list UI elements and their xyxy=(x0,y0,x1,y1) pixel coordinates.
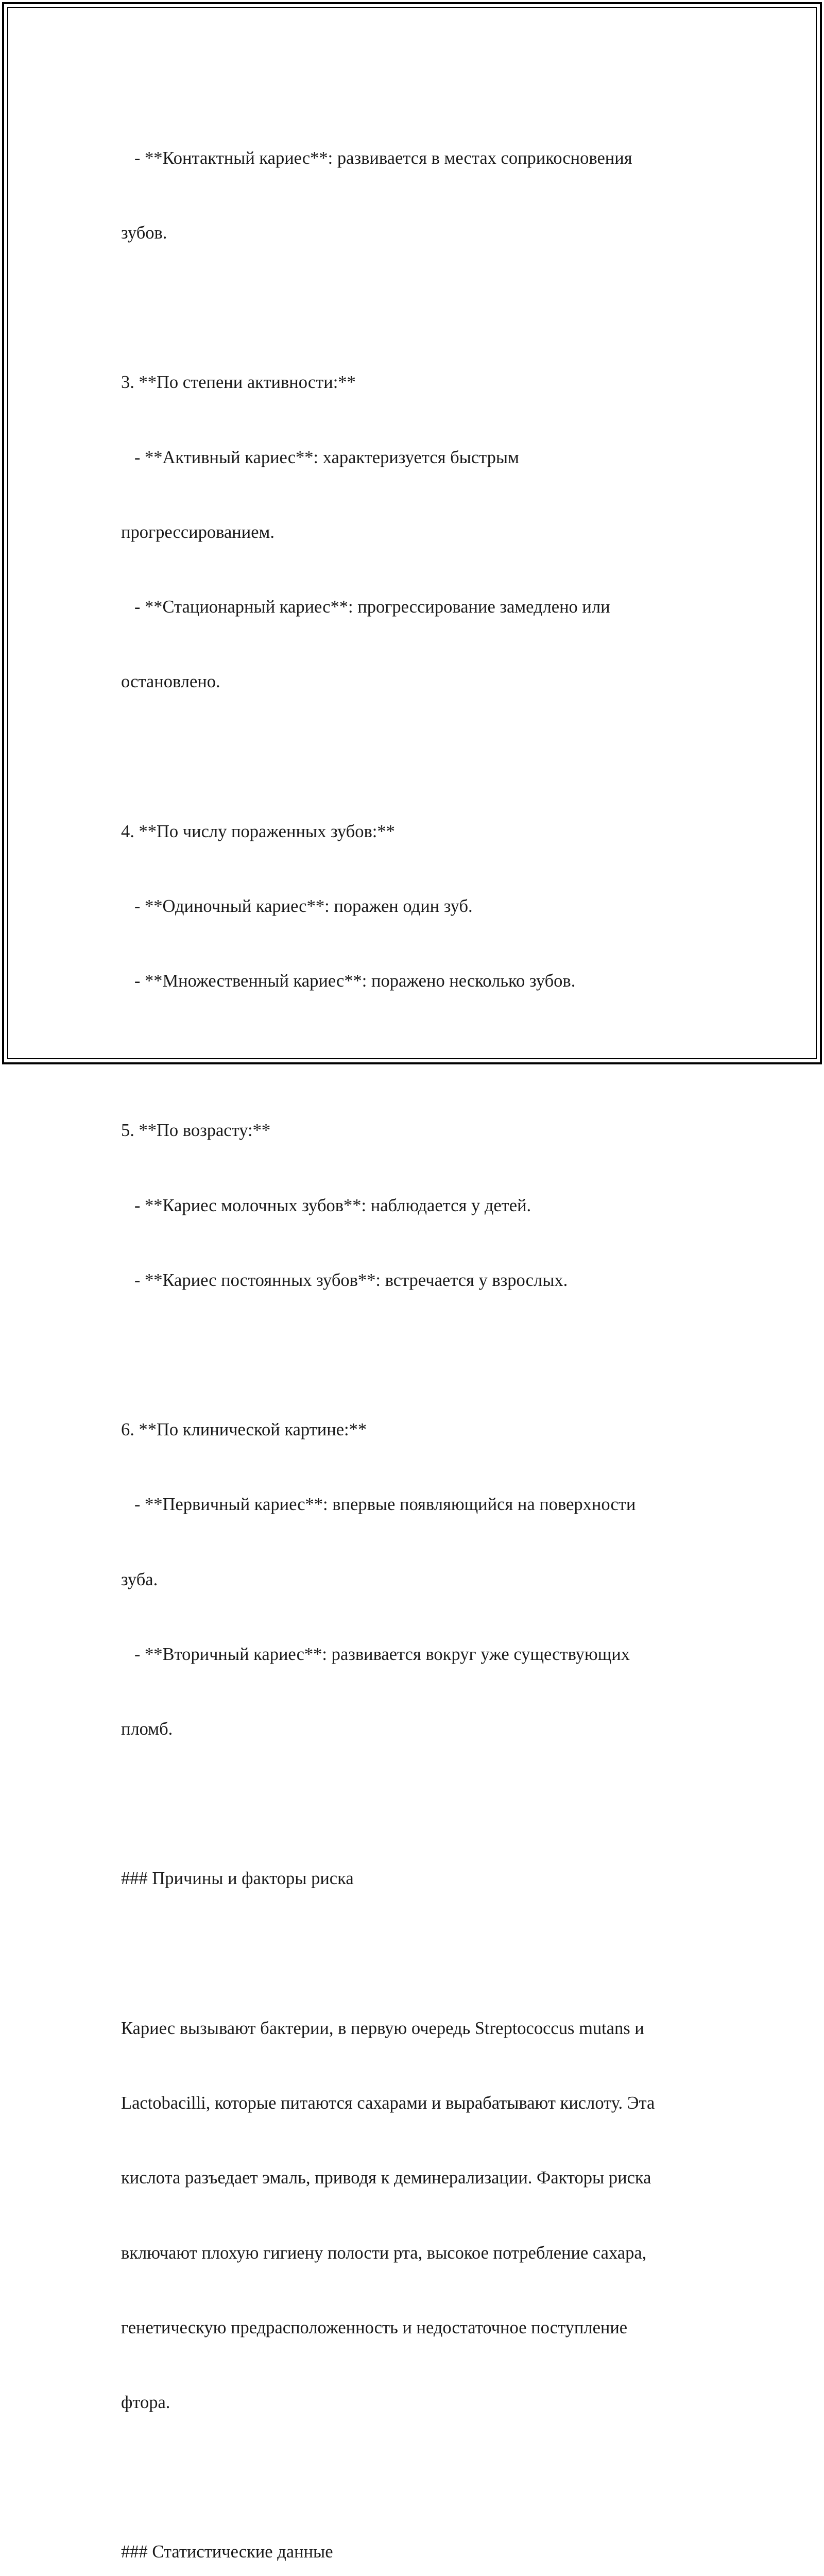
text-line: зубов. xyxy=(121,223,167,243)
section-heading-age: 5. **По возрасту:** xyxy=(121,1121,271,1141)
blank-line xyxy=(121,1043,713,1068)
text-line: - **Стационарный кариес**: прогрессирование замедлено или xyxy=(121,597,610,617)
text-line: прогрессированием. xyxy=(121,522,274,542)
text-line: остановлено. xyxy=(121,672,220,692)
paragraph-line: включают плохую гигиену полости рта, высокое потребление сахара, xyxy=(121,2243,647,2263)
blank-line xyxy=(121,1343,713,1367)
heading-statistics: ### Статистические данные xyxy=(121,2542,333,2562)
text-line: - **Кариес молочных зубов**: наблюдается у детей. xyxy=(121,1195,531,1215)
paragraph-line: фтора. xyxy=(121,2392,170,2412)
paragraph-line: Кариес вызывают бактерии, в первую очередь Streptococcus mutans и xyxy=(121,2018,644,2038)
text-line: - **Кариес постоянных зубов**: встречается у взрослых. xyxy=(121,1270,568,1290)
blank-line xyxy=(121,1941,713,1966)
text-line: - **Множественный кариес**: поражено несколько зубов. xyxy=(121,971,576,991)
blank-line xyxy=(121,1791,713,1816)
blank-line xyxy=(121,744,713,769)
paragraph-line: Lactobacilli, которые питаются сахарами и вырабатывают кислоту. Эта xyxy=(121,2093,655,2113)
text-line: - **Первичный кариес**: впервые появляющийся на поверхности xyxy=(121,1495,636,1515)
heading-causes: ### Причины и факторы риска xyxy=(121,1869,354,1889)
text-line: зуба. xyxy=(121,1569,158,1589)
paragraph-line: генетическую предрасположенность и недостаточное поступление xyxy=(121,2317,628,2337)
text-line: - **Одиночный кариес**: поражен один зуб. xyxy=(121,896,473,916)
text-line: - **Активный кариес**: характеризуется быстрым xyxy=(121,447,519,467)
paragraph-line: кислота разъедает эмаль, приводя к деминерализации. Факторы риска xyxy=(121,2168,651,2188)
blank-line xyxy=(121,2465,713,2489)
section-heading-activity: 3. **По степени активности:** xyxy=(121,372,356,393)
text-line: - **Контактный кариес**: развивается в местах соприкосновения xyxy=(121,148,632,168)
text-line: - **Вторичный кариес**: развивается вокруг уже существующих xyxy=(121,1644,630,1664)
section-heading-count: 4. **По числу пораженных зубов:** xyxy=(121,821,395,841)
document-body xyxy=(121,96,713,2576)
blank-line xyxy=(121,295,713,320)
section-heading-clinical: 6. **По клинической картине:** xyxy=(121,1420,367,1440)
text-line: пломб. xyxy=(121,1719,173,1739)
